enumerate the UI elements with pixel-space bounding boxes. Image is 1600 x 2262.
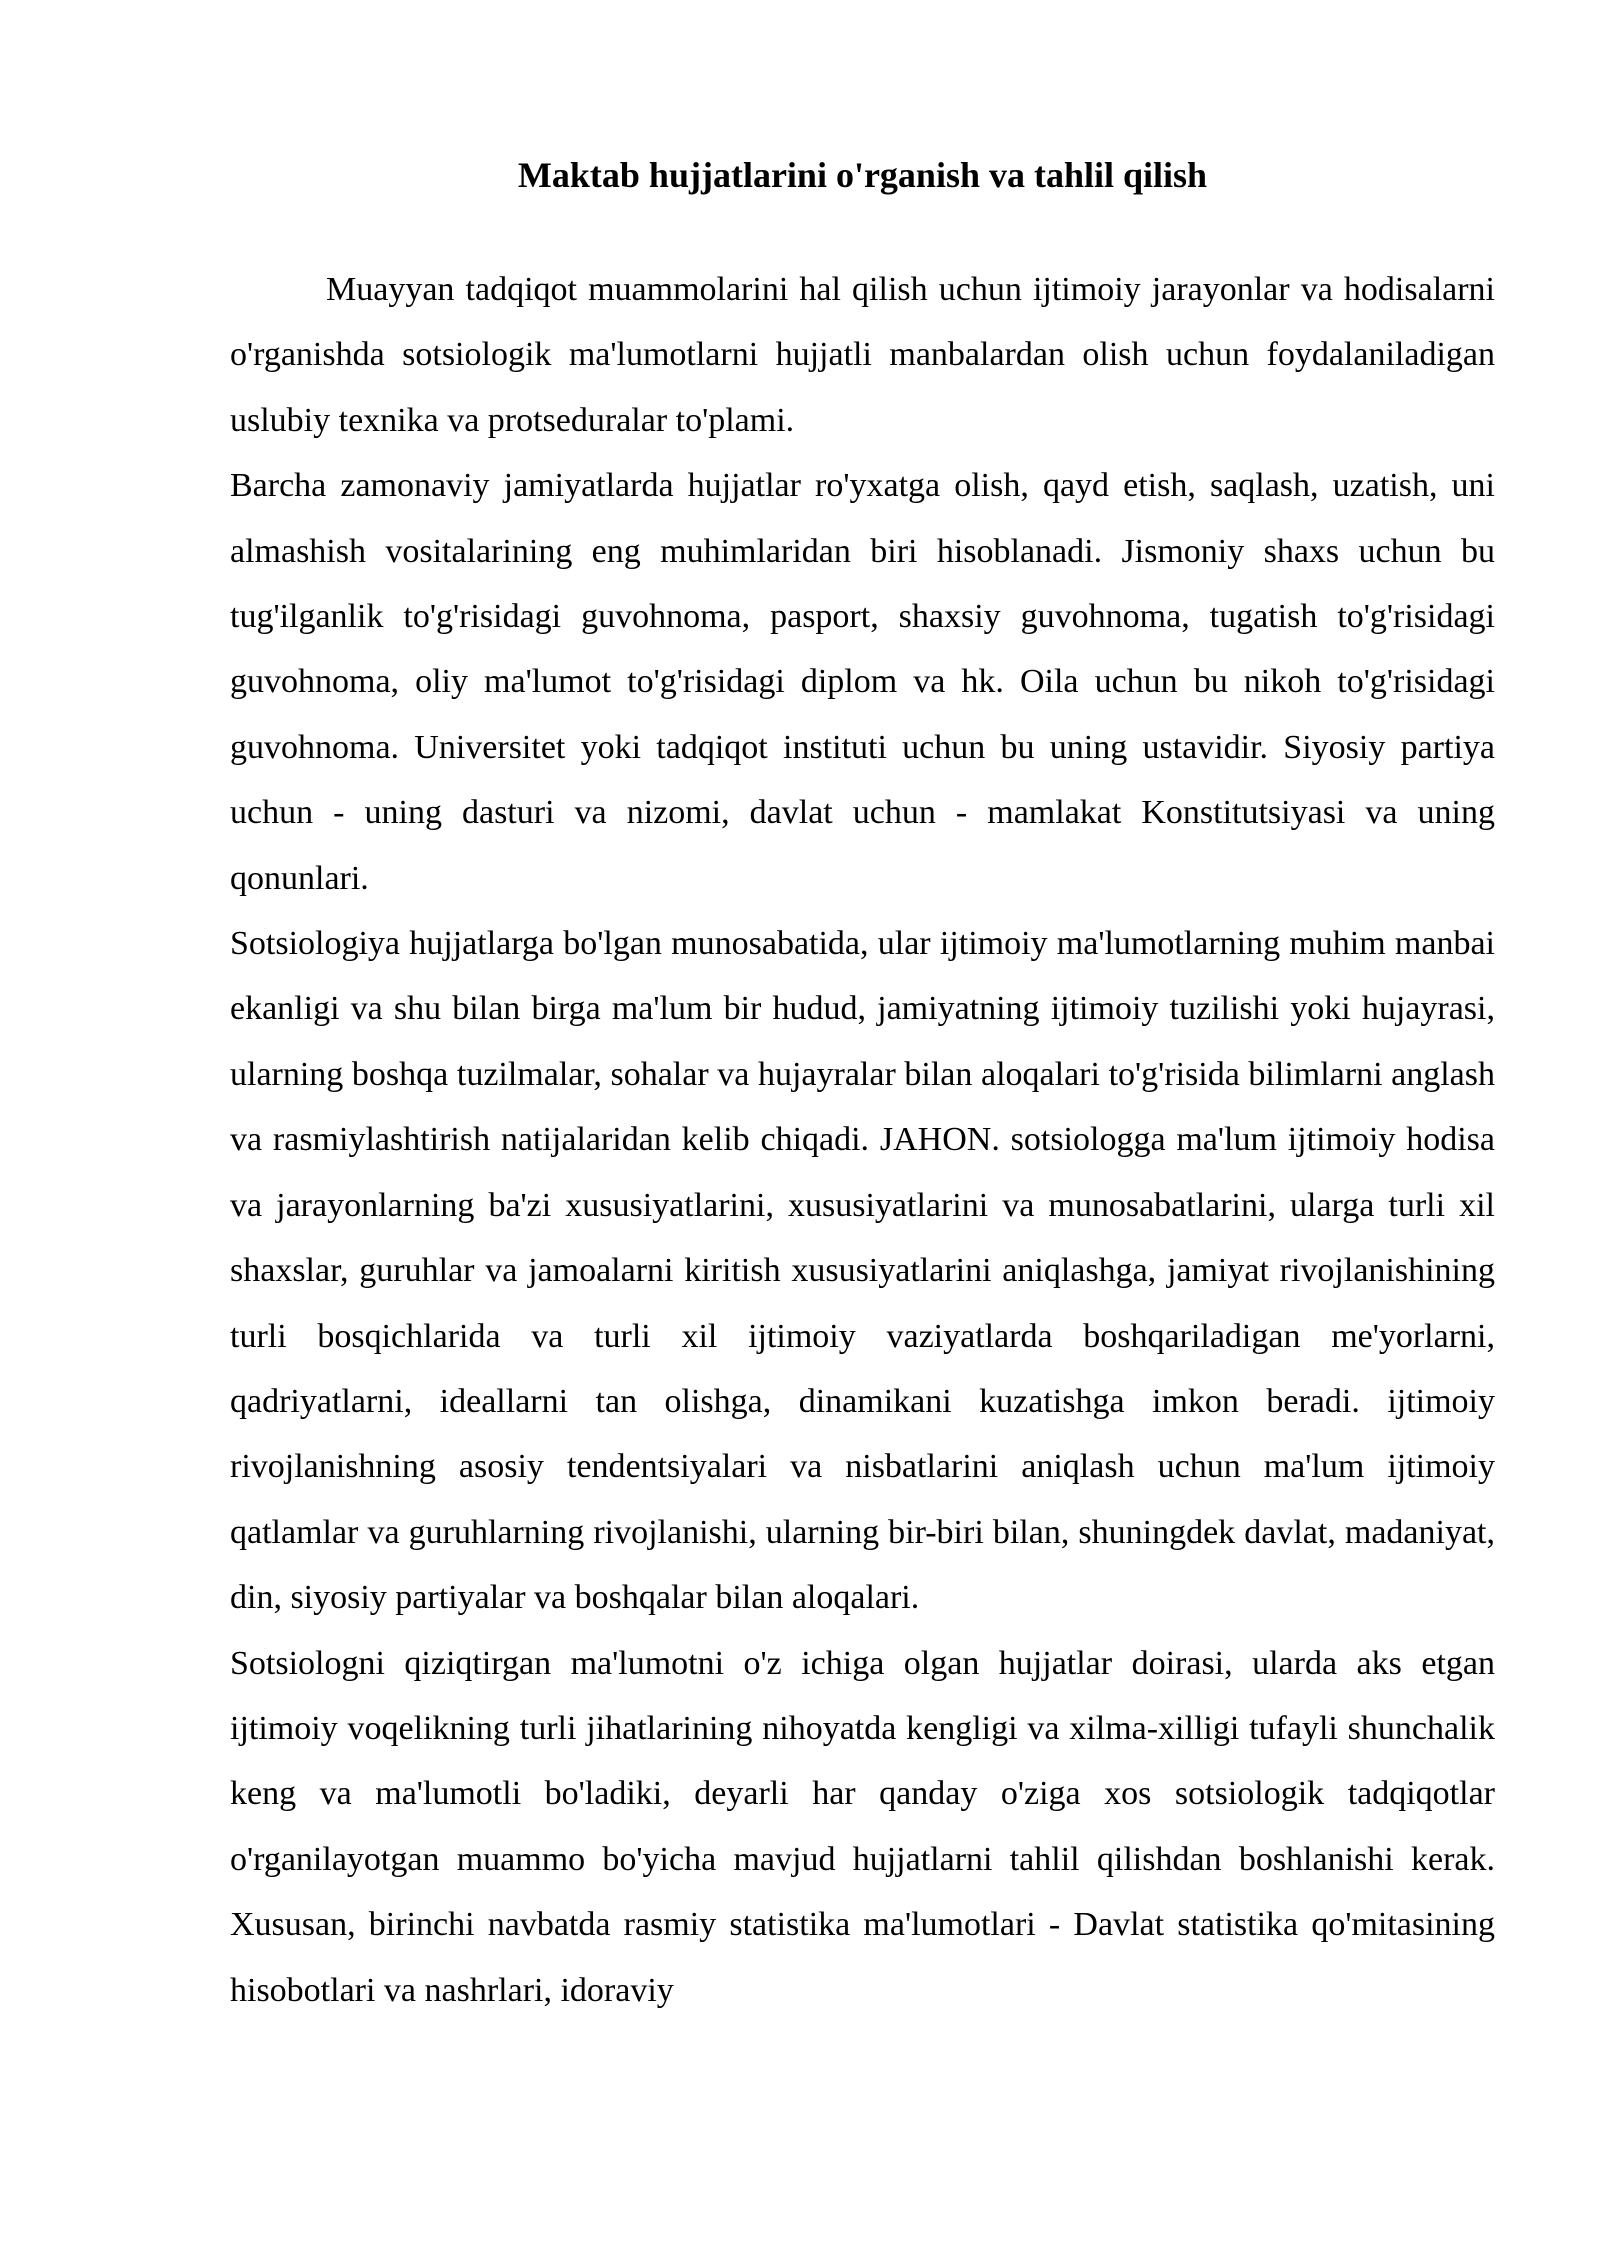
document-title: Maktab hujjatlarini o'rganish va tahlil qilish [517, 155, 1208, 195]
document-body [230, 257, 1495, 2023]
paragraph-sociology-and-documents: Sotsiologiya hujjatlarga bo'lgan munosabatida, ular ijtimoiy ma'lumotlarning muhim manbai ekanligi va shu bilan birga ma'lum bir hudud, jamiyatning ijtimoiy tuzilishi yoki hujayrasi, ularning boshqa tuzilmalar, sohalar va hujayralar bilan aloqalari to'g'risida bilimlarni anglash va rasmiylashtirish natijalaridan kelib chiqadi. JAHON. sotsiologga ma'lum ijtimoiy hodisa va jarayonlarning ba'zi xususiyatlarini, xususiyatlarini va munosabatlarini, ularga turli xil shaxslar, guruhlar va jamoalarni kiritish xususiyatlarini aniqlashga, jamiyat rivojlanishining turli bosqichlarida va turli xil ijtimoiy vaziyatlarda boshqariladigan me'yorlarni, qadriyatlarni, ideallarni tan olishga, dinamikani kuzatishga imkon beradi. ijtimoiy rivojlanishning asosiy tendentsiyalari va nisbatlarini aniqlash uchun ma'lum ijtimoiy qatlamlar va guruhlarning rivojlanishi, ularning bir-biri bilan, shuningdek davlat, madaniyat, din, siyosiy partiyalar va boshqalar bilan aloqalari. [230, 925, 1495, 1617]
paragraph-document-scope: Sotsiologni qiziqtirgan ma'lumotni o'z ichiga olgan hujjatlar doirasi, ularda aks etgan ijtimoiy voqelikning turli jihatlarining nihoyatda kengligi va xilma-xilligi tufayli shunchalik keng va ma'lumotli bo'ladiki, deyarli har qanday o'ziga xos sotsiologik tadqiqotlar o'rganilayotgan muammo bo'yicha mavjud hujjatlarni tahlil qilishdan boshlanishi kerak. Xususan, birinchi navbatda rasmiy statistika ma'lumotlari - Davlat statistika qo'mitasining hisobotlari va nashrlari, idoraviy [230, 1644, 1495, 2009]
paragraph-intro: Muayyan tadqiqot muammolarini hal qilish uchun ijtimoiy jarayonlar va hodisalarni o'rganishda sotsiologik ma'lumotlarni hujjatli manbalardan olish uchun foydalaniladigan uslubiy texnika va protseduralar to'plami. [230, 271, 1495, 439]
document-page [230, 0, 1495, 2023]
paragraph-documents-in-society: Barcha zamonaviy jamiyatlarda hujjatlar ro'yxatga olish, qayd etish, saqlash, uzatish, uni almashish vositalarining eng muhimlaridan biri hisoblanadi. Jismoniy shaxs uchun bu tug'ilganlik to'g'risidagi guvohnoma, pasport, shaxsiy guvohnoma, tugatish to'g'risidagi guvohnoma, oliy ma'lumot to'g'risidagi diplom va hk. Oila uchun bu nikoh to'g'risidagi guvohnoma. Universitet yoki tadqiqot instituti uchun bu uning ustavidir. Siyosiy partiya uchun - uning dasturi va nizomi, davlat uchun - mamlakat Konstitutsiyasi va uning qonunlari. [230, 467, 1495, 897]
